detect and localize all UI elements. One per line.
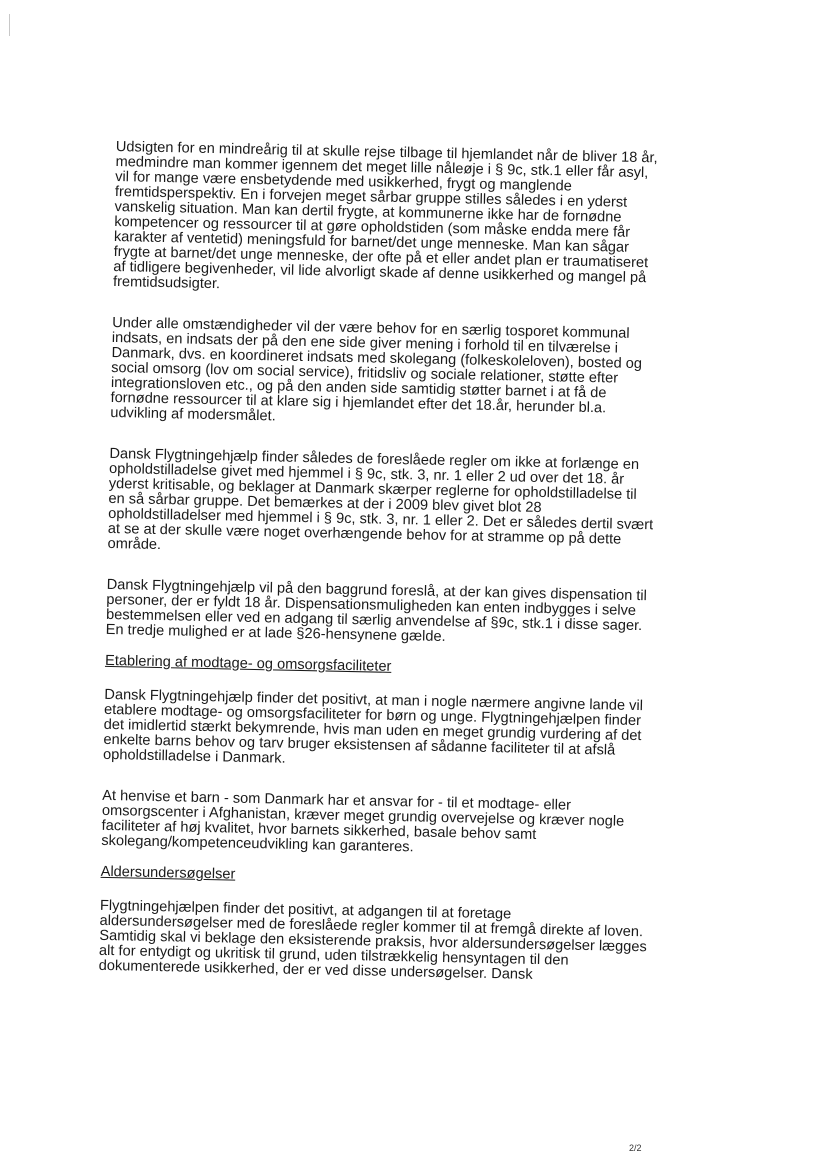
paragraph-dispensation-proposal: Dansk Flygtningehjælp vil på den baggrund foreslå, at der kan gives dispensation til personer, der er fyldt 18 år. Dispensationsmuligheden kan enten indbygges i selve bestemmelsen eller ved en adgang til særlig anvendelse af §9c, stk.1 i disse sager. En tredje mulighed er at lade §26-hensynene gælde. — [105, 576, 648, 646]
section-heading-reception-facilities: Etablering af modtage- og omsorgsfaciliteter — [104, 652, 392, 675]
page-number: 2/2 — [629, 1143, 642, 1153]
paragraph-municipal-effort: Under alle omstændigheder vil der være behov for en særlig tosporet kommunal indsats, en indsats der på den ene side giver mening i forhold til en tilværelse i Danmark, dvs. en koordineret indsats med skolegang (folkeskoleloven), bosted og social omsorg (lov om social service), fritidsliv og sociale relationer, støtte efter integrationsloven etc., og på den anden side samtidig støtter barnet i at få de fornødne ressourcer til at klare sig i hjemlandet efter det 18.år, herunder bl.a. udvikling af modersmålet. — [110, 314, 643, 425]
paragraph-afghanistan-centre: At henvise et barn - som Danmark har et ansvar for - til et modtage- eller omsorgscenter i Afghanistan, kræver meget grundig overvejelse og kræver nogle faciliteter af høj kvalitet, hvor barnets sikkerhed, basale behov samt skolegang/kompetenceudvikling kan garanteres. — [101, 787, 625, 856]
paragraph-age-assessment: Flygtningehjælpen finder det positivt, at adgangen til at foretage aldersundersøgelser med de foreslåede regler kommer til at fremgå direkte af loven. Samtidig skal vi beklage den eksisterende praksis, hvor aldersundersøgelser lægges alt for entydigt og ukritisk til grund, uden tilstrækkelig hensyntagen til den dokumenterede usikkerhed, der er ved disse undersøgelser. Dansk — [98, 897, 647, 983]
document-page — [98, 140, 664, 1011]
paragraph-unaccompanied-minors-outlook: Udsigten for en mindreårig til at skulle rejse tilbage til hjemlandet når de bliver 18 år, medmindre man kommer igennem det meget lille nåleøje i § 9c, stk.1 eller får asyl, vil for mange være ensbetydende med usikkerhed, frygt og manglende fremtidsperspektiv. En i forvejen meget sårbar gruppe stilles således i en yderst vanskelig situation. Man kan dertil frygte, at kommunerne ikke har de fornødne kompetencer og ressourcer til at gøre opholdstiden (som måske endda mere får karakter af ventetid) meningsfuld for barnet/det unge menneske. Man kan sågar frygte at barnet/det unge menneske, der ofte på et eller andet plan er traumatiseret af tidligere begivenheder, vil lide alvorligt skade af denne usikkerhed og mangel på fremtidsudsigter. — [112, 139, 658, 293]
section-heading-age-assessment: Aldersundersøgelser — [100, 863, 236, 883]
scan-edge-mark — [9, 14, 10, 36]
paragraph-reception-facilities: Dansk Flygtningehjælp finder det positivt, at man i nogle nærmere angivne lande vil etablere modtage- og omsorgsfaciliteter for børn og unge. Flygtningehjælpen finder det imidlertid stærkt bekymrende, hvis man uden en meget grundig vurdering af det enkelte barns behov og tarv bruger eksistensen af sådanne faciliteter til at afslå opholdstilladelse i Danmark. — [102, 686, 644, 767]
paragraph-criticism-of-rules: Dansk Flygtningehjælp finder således de foreslåede regler om ikke at forlænge en opholdstilladelse givet med hjemmel i § 9c, stk. 3, nr. 1 eller 2 ud over det 18. år yderst kritisable, og beklager at Danmark skærper reglerne for opholdstilladelse til en så sårbar gruppe. Det bemærkes at der i 2009 blev givet blot 28 opholdstilladelser med hjemmel i § 9c, stk. 3, nr. 1 eller 2. Det er således dertil svært at se at der skulle være noget overhængende behov for at stramme op på dette område. — [107, 445, 654, 554]
